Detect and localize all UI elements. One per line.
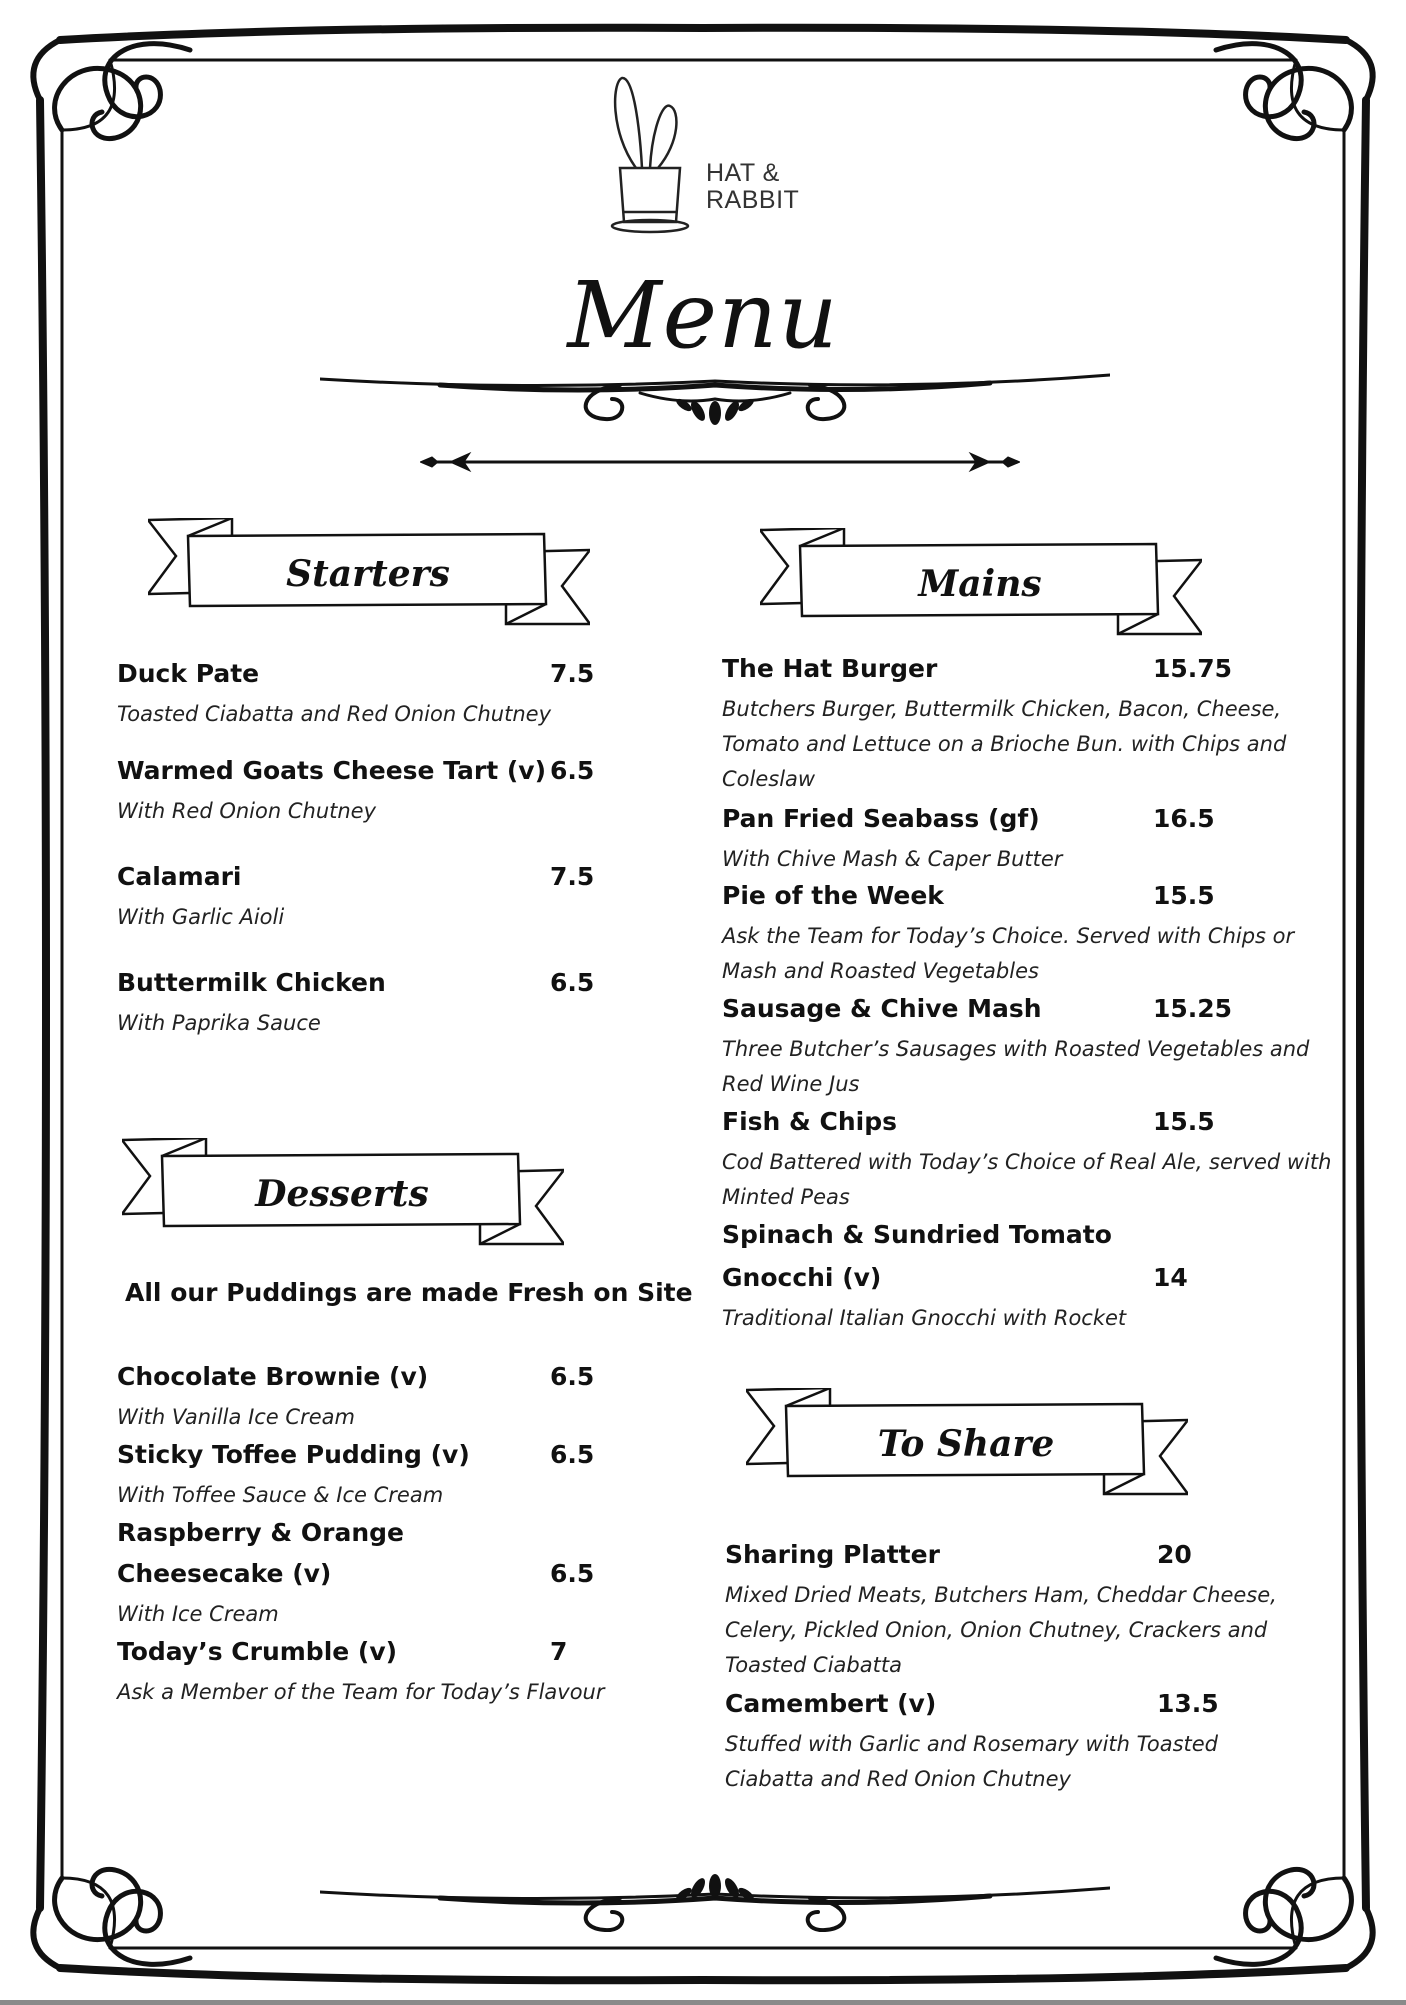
- menu-item-description: Toasted Ciabatta and Red Onion Chutney: [117, 702, 552, 726]
- menu-item-name: Sticky Toffee Pudding (v): [117, 1440, 470, 1469]
- menu-item-description: With Chive Mash & Caper Butter: [722, 847, 1063, 871]
- menu-item-price: 6.5: [550, 968, 595, 997]
- menu-item-description: Celery, Pickled Onion, Onion Chutney, Crackers and: [725, 1618, 1268, 1642]
- desserts-heading: Desserts: [255, 1173, 429, 1215]
- menu-item-description: Toasted Ciabatta: [725, 1653, 902, 1677]
- menu-item-description: With Ice Cream: [117, 1602, 279, 1626]
- menu-item-description: Ask the Team for Today’s Choice. Served with Chips or: [722, 924, 1295, 948]
- menu-item-description: Coleslaw: [722, 767, 816, 791]
- menu-item-name: Warmed Goats Cheese Tart (v): [117, 756, 547, 785]
- menu-item-description: With Garlic Aioli: [117, 905, 285, 929]
- bottom-rule: [0, 2000, 1406, 2005]
- menu-item-price: 15.5: [1153, 1107, 1215, 1136]
- menu-item-description: With Red Onion Chutney: [117, 799, 377, 823]
- menu-item-price: 7: [550, 1637, 568, 1666]
- menu-item-name: Today’s Crumble (v): [117, 1637, 398, 1666]
- menu-item-name: Duck Pate: [117, 659, 260, 688]
- to-share-heading: To Share: [877, 1423, 1055, 1465]
- menu-item-description: Mash and Roasted Vegetables: [722, 959, 1039, 983]
- menu-item-description: With Paprika Sauce: [117, 1011, 321, 1035]
- logo-text-line2: RABBIT: [706, 186, 800, 214]
- menu-item-name: Raspberry & Orange: [117, 1518, 405, 1547]
- menu-item-name: Gnocchi (v): [722, 1263, 882, 1292]
- menu-item-price: 16.5: [1153, 804, 1215, 833]
- starters-heading: Starters: [286, 553, 450, 595]
- menu-item-name: Spinach & Sundried Tomato: [722, 1220, 1112, 1249]
- title-flourish: [320, 355, 1110, 425]
- menu-item-name: Pie of the Week: [722, 881, 944, 910]
- menu-item-name: Cheesecake (v): [117, 1559, 332, 1588]
- menu-item-name: The Hat Burger: [722, 654, 938, 683]
- menu-item-name: Pan Fried Seabass (gf): [722, 804, 1040, 833]
- menu-item-price: 6.5: [550, 1362, 595, 1391]
- menu-item-description: With Toffee Sauce & Ice Cream: [117, 1483, 444, 1507]
- menu-item-name: Fish & Chips: [722, 1107, 898, 1136]
- menu-item-name: Chocolate Brownie (v): [117, 1362, 429, 1391]
- menu-item-name: Sharing Platter: [725, 1540, 940, 1569]
- menu-item-description: Cod Battered with Today’s Choice of Real Ale, served with: [722, 1150, 1332, 1174]
- menu-title: Menu: [567, 262, 839, 369]
- menu-item-price: 6.5: [550, 756, 595, 785]
- menu-item-description: Ciabatta and Red Onion Chutney: [725, 1767, 1071, 1791]
- menu-item-price: 6.5: [550, 1559, 595, 1588]
- menu-item-name: Calamari: [117, 862, 242, 891]
- menu-item-description: Stuffed with Garlic and Rosemary with Toasted: [725, 1732, 1218, 1756]
- menu-item-name: Sausage & Chive Mash: [722, 994, 1042, 1023]
- menu-item-description: Ask a Member of the Team for Today’s Flavour: [117, 1680, 605, 1704]
- bottom-flourish: [320, 1862, 1110, 1932]
- menu-item-price: 20: [1157, 1540, 1192, 1569]
- desserts-note: All our Puddings are made Fresh on Site: [125, 1278, 693, 1307]
- menu-item-description: Traditional Italian Gnocchi with Rocket: [722, 1306, 1127, 1330]
- menu-item-description: Mixed Dried Meats, Butchers Ham, Cheddar Cheese,: [725, 1583, 1277, 1607]
- menu-item-description: Three Butcher’s Sausages with Roasted Vegetables and: [722, 1037, 1310, 1061]
- menu-item-name: Buttermilk Chicken: [117, 968, 386, 997]
- logo-text-line1: HAT &: [706, 159, 780, 187]
- menu-item-price: 13.5: [1157, 1689, 1219, 1718]
- arrow-divider: [420, 450, 1020, 474]
- menu-item-description: With Vanilla Ice Cream: [117, 1405, 355, 1429]
- menu-item-price: 15.25: [1153, 994, 1233, 1023]
- menu-item-price: 15.5: [1153, 881, 1215, 910]
- menu-item-name: Camembert (v): [725, 1689, 937, 1718]
- menu-item-price: 7.5: [550, 862, 595, 891]
- menu-item-price: 14: [1153, 1263, 1188, 1292]
- menu-item-price: 7.5: [550, 659, 595, 688]
- menu-item-price: 6.5: [550, 1440, 595, 1469]
- rabbit-ears-top-hat-icon: [600, 72, 700, 242]
- menu-item-description: Minted Peas: [722, 1185, 850, 1209]
- menu-item-description: Red Wine Jus: [722, 1072, 860, 1096]
- mains-heading: Mains: [918, 563, 1042, 605]
- menu-item-description: Butchers Burger, Buttermilk Chicken, Bacon, Cheese,: [722, 697, 1282, 721]
- menu-item-price: 15.75: [1153, 654, 1233, 683]
- menu-item-description: Tomato and Lettuce on a Brioche Bun. with Chips and: [722, 732, 1287, 756]
